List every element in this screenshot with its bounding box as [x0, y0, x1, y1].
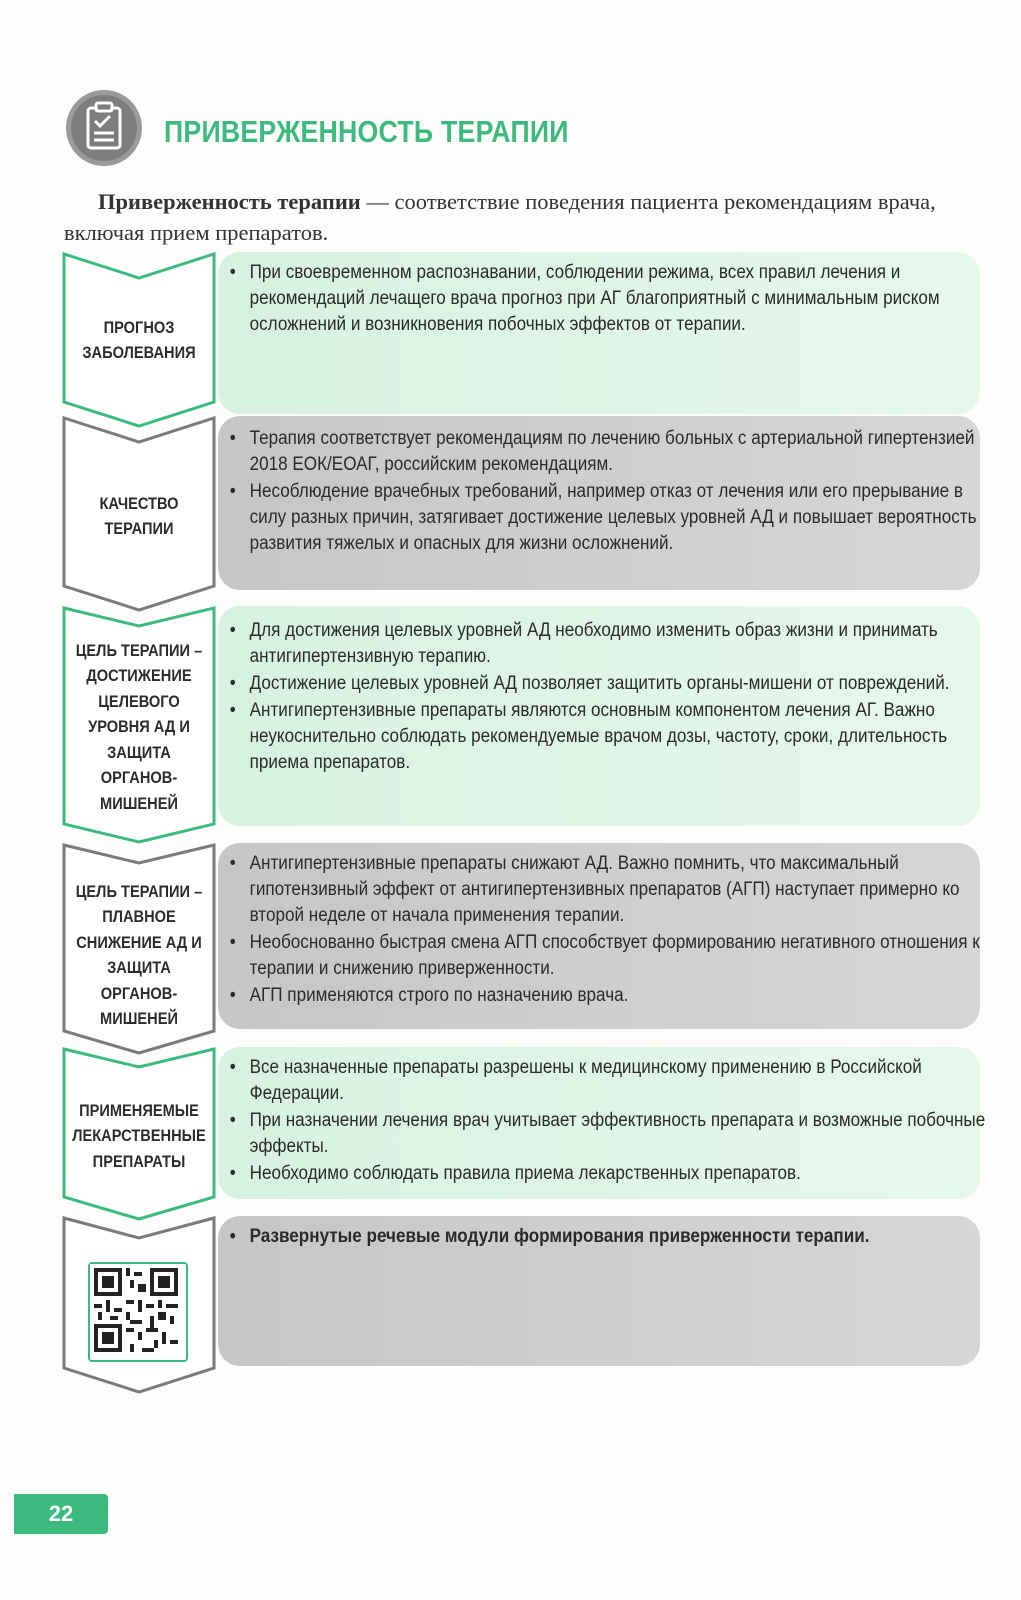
list-item: • Развернутые речевые модули формирования приверженности терапии.	[228, 1224, 991, 1250]
list-item: • Необходимо соблюдать правила приема лекарственных препаратов.	[228, 1161, 991, 1187]
list-item: • Антигипертензивные препараты снижают АД. Важно помнить, что максимальный гипотензивный эффект от антигипертензивных препаратов (АГП) наступает примерно ко второй неделе от начала применения терапии.	[228, 851, 991, 929]
list-item: • Необоснованно быстрая смена АГП способствует формированию негативного отношения к терапии и снижению приверженности.	[228, 930, 991, 982]
page-title: ПРИВЕРЖЕННОСТЬ ТЕРАПИИ	[164, 114, 569, 149]
row-label: ЦЕЛЬ ТЕРАПИИ – ДОСТИЖЕНИЕ ЦЕЛЕВОГО УРОВНЯ АД И ЗАЩИТА ОРГАНОВ-МИШЕНЕЙ	[75, 640, 203, 813]
row-label: ПРИМЕНЯЕМЫЕ ЛЕКАРСТВЕННЫЕ ПРЕПАРАТЫ	[72, 1100, 206, 1171]
row-label: КАЧЕСТВО ТЕРАПИИ	[99, 493, 179, 538]
intro-definition: — соответствие поведения пациента рекомендациям врача, включая прием препаратов.	[64, 189, 936, 245]
list-item: • Достижение целевых уровней АД позволяет защитить органы-мишени от повреждений.	[228, 671, 991, 697]
row-label: ЦЕЛЬ ТЕРАПИИ – ПЛАВНОЕ СНИЖЕНИЕ АД И ЗАЩИТА ОРГАНОВ-МИШЕНЕЙ	[75, 881, 203, 1028]
list-item: • При своевременном распознавании, соблюдении режима, всех правил лечения и рекомендаций лечащего врача прогноз при АГ благоприятный с минимальным риском осложнений и возникновения побочных эффектов от терапии.	[228, 260, 991, 338]
row-qr	[60, 1216, 1000, 1366]
list-item: • При назначении лечения врач учитывает эффективность препарата и возможные побочные эффекты.	[228, 1108, 991, 1160]
list-item: • Терапия соответствует рекомендациям по лечению больных с артериальной гипертензией 2018 ЕОК/ЕОАГ, российским рекомендациям.	[228, 426, 991, 478]
page-number: 22	[14, 1494, 108, 1534]
list-item: • Все назначенные препараты разрешены к медицинскому применению в Российской Федерации.	[228, 1055, 991, 1107]
qr-code[interactable]	[88, 1262, 188, 1362]
row-label: ПРОГНОЗ ЗАБОЛЕВАНИЯ	[82, 317, 196, 362]
clipboard-check-icon	[64, 88, 144, 168]
list-item: • Несоблюдение врачебных требований, например отказ от лечения или его прерывание в силу разных причин, затягивает достижение целевых уровней АД и повышает вероятность развития тяжелых и опасных для жизни осложнений.	[228, 479, 991, 557]
list-item: • Антигипертензивные препараты являются основным компонентом лечения АГ. Важно неукоснительно соблюдать рекомендуемые врачом дозы, частоту, сроки, длительность приема препаратов.	[228, 698, 991, 776]
row-goal-target	[60, 606, 1000, 826]
intro-paragraph	[64, 186, 1004, 248]
list-item: • Для достижения целевых уровней АД необходимо изменить образ жизни и принимать антигипертензивную терапию.	[228, 618, 991, 670]
row-prognosis	[60, 252, 1000, 414]
row-quality	[60, 416, 1000, 590]
row-drugs	[60, 1047, 1000, 1199]
row-goal-smooth	[60, 843, 1000, 1029]
list-item: • АГП применяются строго по назначению врача.	[228, 983, 991, 1009]
intro-term: Приверженность терапии	[98, 189, 361, 214]
